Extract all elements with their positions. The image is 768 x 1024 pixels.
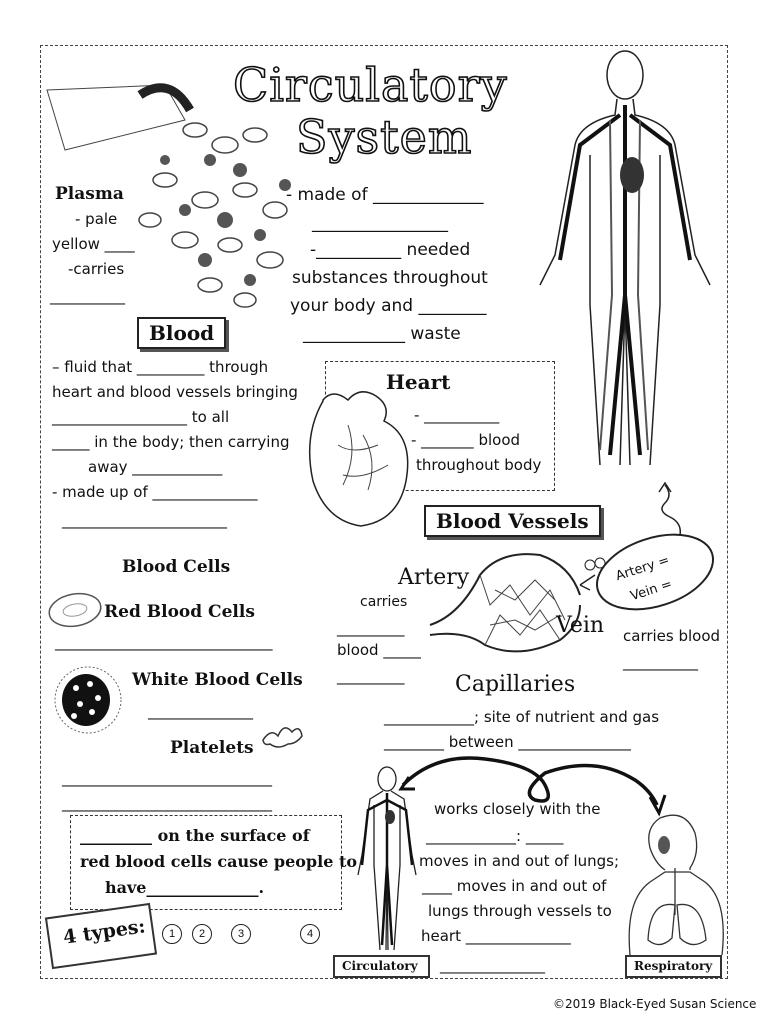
blood-types-line3: have______________. <box>105 878 265 897</box>
copyright-text: ©2019 Black-Eyed Susan Science <box>553 997 757 1011</box>
blood-label: Blood <box>137 317 226 349</box>
blood-type-3: 3 <box>231 924 251 944</box>
blood-type-4: 4 <box>300 924 320 944</box>
blood-types-line1: _________ on the surface of <box>80 826 310 845</box>
oval-line2: Vein = <box>628 576 675 605</box>
capillaries-site-line1: ____________; site of nutrient and gas <box>384 708 660 726</box>
heart-illustration <box>303 385 413 530</box>
white-blood-cells-label: White Blood Cells <box>132 670 303 690</box>
platelet-icon <box>258 712 308 752</box>
respiratory-line5: lungs through vessels to <box>428 902 612 920</box>
made-of-line3: -__________ needed <box>310 240 471 260</box>
red-blood-cell-icon <box>45 590 105 630</box>
plasma-heading: Plasma <box>55 184 124 204</box>
capillaries-site-line2: ________ between _______________ <box>384 733 631 751</box>
made-of-line6: ____________ waste <box>303 324 461 344</box>
platelets-blank1: ____________________________ <box>62 769 272 787</box>
heart-label: Heart <box>386 370 451 394</box>
plasma-line4: __________ <box>50 287 125 305</box>
capillary-network-illustration <box>420 545 595 665</box>
plasma-line3: -carries <box>68 260 125 278</box>
respiratory-line2: ____________: _____ <box>426 827 564 845</box>
artery-blank1: _________ <box>337 619 405 637</box>
carries-left: carries <box>360 594 408 610</box>
platelets-blank2: ____________________________ <box>62 794 272 812</box>
vein-blank: __________ <box>623 653 698 671</box>
blood-cells-heading: Blood Cells <box>122 557 231 577</box>
blood-types-line2: red blood cells cause people to <box>80 852 358 871</box>
artery-blank2: _________ <box>337 667 405 685</box>
respiratory-line4: ____ moves in and out of <box>422 877 607 895</box>
blood-type-2: 2 <box>192 924 212 944</box>
circulatory-label: Circulatory <box>342 959 418 973</box>
title-line2: System <box>296 110 473 164</box>
blood-line7: ______________________ <box>62 511 227 529</box>
heart-line1: - __________ <box>414 406 500 424</box>
carries-blood: carries blood <box>623 627 721 645</box>
blood-left: blood _____ <box>337 641 421 659</box>
respiratory-label: Respiratory <box>634 959 713 973</box>
heart-line2: - _______ blood <box>411 431 521 449</box>
blood-line2: heart and blood vessels bringing <box>52 383 298 401</box>
oval-line1: Artery = <box>614 552 672 585</box>
platelets-label: Platelets <box>170 738 254 758</box>
respiratory-line6: heart ______________ <box>421 927 571 945</box>
blood-line5: away ____________ <box>88 458 223 476</box>
respiratory-line1: works closely with the <box>434 800 601 818</box>
bottom-blank: ______________ <box>440 956 545 974</box>
made-of-line2: ________________ <box>312 213 448 233</box>
respiratory-figure-illustration <box>620 810 730 960</box>
blood-line6: - made up of ______________ <box>52 483 258 501</box>
heart-line3: throughout body <box>416 456 542 474</box>
made-of-line5: your body and ________ <box>290 296 487 316</box>
made-of-line1: - made of _____________ <box>286 185 484 205</box>
white-blood-cells-blank: ______________ <box>148 702 253 720</box>
blood-vessels-label: Blood Vessels <box>424 505 601 537</box>
red-blood-cells-label: Red Blood Cells <box>104 602 255 622</box>
plasma-line1: - pale <box>75 210 118 228</box>
plasma-line2: yellow ____ <box>52 235 135 253</box>
vein-label: Vein <box>556 613 605 638</box>
respiratory-line3: moves in and out of lungs; <box>419 852 620 870</box>
white-blood-cell-icon <box>50 660 130 740</box>
artery-label: Artery <box>398 565 470 590</box>
four-types-label: 4 types: <box>61 915 147 949</box>
blood-type-1: 1 <box>162 924 182 944</box>
blood-line4: _____ in the body; then carrying <box>52 433 290 451</box>
blood-line3: __________________ to all <box>52 408 230 426</box>
blood-line1: – fluid that _________ through <box>52 358 269 376</box>
capillaries-label: Capillaries <box>455 672 576 697</box>
made-of-line4: substances throughout <box>292 268 488 288</box>
red-blood-cells-blank: _____________________________ <box>55 633 273 651</box>
title-line1: Circulatory <box>233 58 508 112</box>
